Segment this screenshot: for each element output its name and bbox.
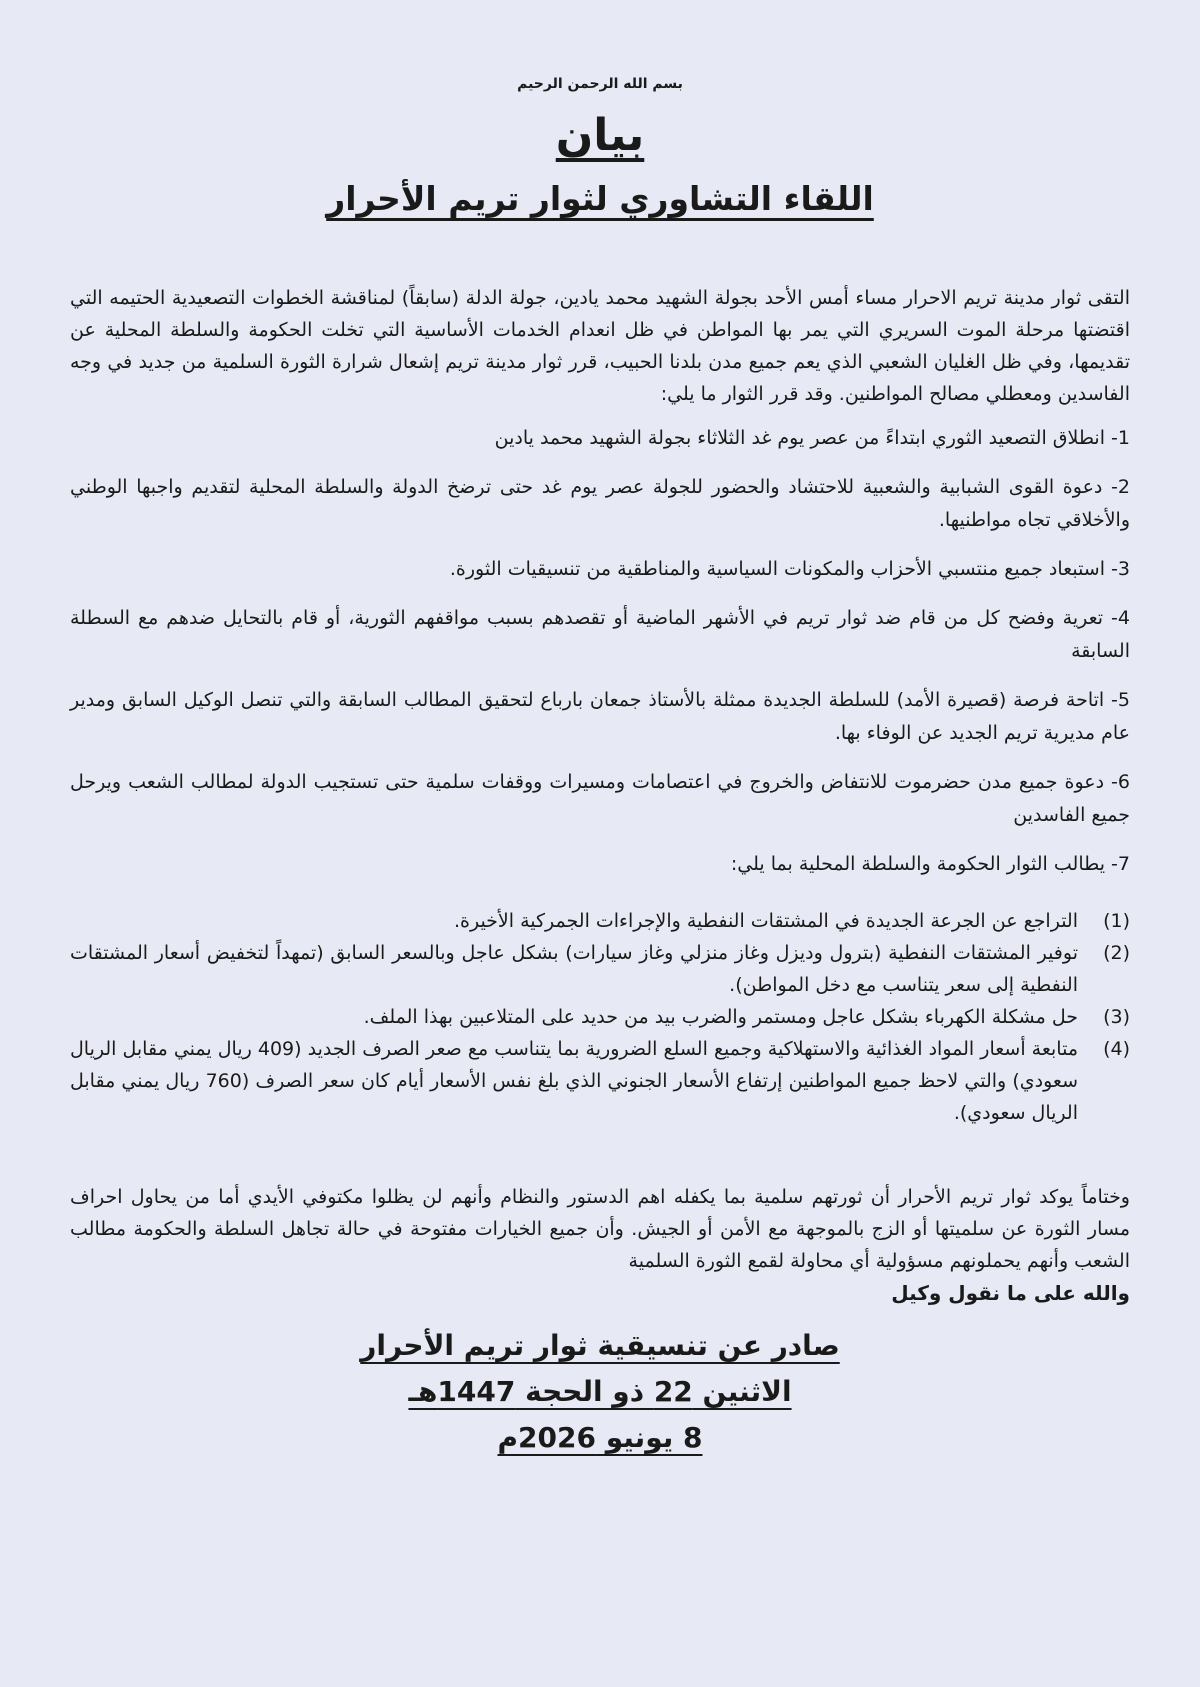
document-title: بيان xyxy=(555,110,645,161)
point-item xyxy=(70,422,1130,455)
closing-paragraph xyxy=(70,1181,1130,1309)
point-number: 4- xyxy=(1111,607,1130,629)
demands-list xyxy=(70,905,1130,1129)
point-text: اتاحة فرصة (قصيرة الأمد) للسلطة الجديدة ممثلة بالأستاذ جمعان بارباع لتحقيق المطالب السابقة والتي تنصل الوكيل السابق ومدير عام مديرية تريم الجديد عن الوفاء بها. xyxy=(70,689,1130,744)
demand-text: التراجع عن الجرعة الجديدة في المشتقات النفطية والإجراءات الجمركية الأخيرة. xyxy=(453,910,1078,932)
basmala: بسم الله الرحمن الرحيم xyxy=(517,76,683,92)
point-text: دعوة القوى الشبابية والشعبية للاحتشاد والحضور للجولة عصر يوم غد حتى ترضخ الدولة والسلطة المحلية لتقديم واجبها الوطني والأخلاقي تجاه مواطنيها. xyxy=(70,476,1130,531)
point-text: استبعاد جميع منتسبي الأحزاب والمكونات السياسية والمناطقية من تنسيقيات الثورة. xyxy=(449,558,1105,580)
demand-number: (2) xyxy=(1103,942,1130,964)
point-item xyxy=(70,848,1130,881)
point-text: تعرية وفضح كل من قام ضد ثوار تريم في الأشهر الماضية أو تقصدهم بسبب مواقفهم الثورية، أو قام بالتحايل ضدهم مع السطلة السابقة xyxy=(70,607,1130,662)
point-item xyxy=(70,766,1130,832)
point-item xyxy=(70,602,1130,668)
point-text: انطلاق التصعيد الثوري ابتداءً من عصر يوم غد الثلاثاء بجولة الشهيد محمد يادين xyxy=(494,427,1105,449)
point-item xyxy=(70,471,1130,537)
demand-text: توفير المشتقات النفطية (بترول وديزل وغاز منزلي وغاز سيارات) بشكل عاجل وبالسعر السابق (تمهداً لتخفيض أسعار المشتقات النفطية إلى سعر يتناسب مع دخل المواطن). xyxy=(70,942,1078,996)
demand-number: (4) xyxy=(1103,1038,1130,1060)
document-subtitle: اللقاء التشاوري لثوار تريم الأحرار xyxy=(326,179,874,218)
point-text: دعوة جميع مدن حضرموت للانتفاض والخروج في اعتصامات ومسيرات ووقفات سلمية حتى تستجيب الدولة لمطالب الشعب ويرحل جميع الفاسدين xyxy=(70,771,1130,826)
point-number: 2- xyxy=(1111,476,1130,498)
point-number: 3- xyxy=(1111,558,1130,580)
demand-item xyxy=(70,937,1130,1001)
demand-item xyxy=(70,905,1130,937)
demand-item xyxy=(70,1001,1130,1033)
intro-paragraph: التقى ثوار مدينة تريم الاحرار مساء أمس الأحد بجولة الشهيد محمد يادين، جولة الدلة (سابقاً) لمناقشة الخطوات التصعيدية الحتيمه التي اقتضتها مرحلة الموت السريري التي يمر بها المواطن في ظل انعدام الخدمات الأساسية التي تخلت الحكومة والسلطة المحلية عن تقديمها، وفي ظل الغليان الشعبي الذي يعم جميع مدن بلدنا الحبيب، قرر ثوار مدينة تريم إشعال شرارة الثورة السلمية من جديد في وجه الفاسدين ومعطلي مصالح المواطنين. وقد قرر الثوار ما يلي: xyxy=(70,287,1130,405)
demand-number: (3) xyxy=(1103,1006,1130,1028)
point-number: 6- xyxy=(1111,771,1130,793)
point-text: يطالب الثوار الحكومة والسلطة المحلية بما يلي: xyxy=(730,853,1105,875)
demand-text: حل مشكلة الكهرباء بشكل عاجل ومستمر والضرب بيد من حديد على المتلاعبين بهذا الملف. xyxy=(363,1006,1078,1028)
closing-text: وختاماً يوكد ثوار تريم الأحرار أن ثورتهم سلمية بما يكفله اهم الدستور والنظام وأنهم لن يظلوا مكتوفي الأيدي أما من يحاول احراف مسار الثورة عن سلميتها أو الزج بالموجهة مع الأمن أو الجيش. وأن جميع الخيارات مفتوحة في حالة تجاهل السلطة والحكومة مطالب الشعب وأنهم يحملونهم مسؤولية أي محاولة لقمع الثورة السلمية xyxy=(70,1186,1130,1272)
demand-item xyxy=(70,1033,1130,1129)
demand-text: متابعة أسعار المواد الغذائية والاستهلاكية وجميع السلع الضرورية بما يتناسب مع صعر الصرف الجديد (409 ريال يمني مقابل الريال سعودي) والتي لاحظ جميع المواطنين إرتفاع الأسعار الجنوني الذي بلغ نفس الأسعار أيام كان سعر الصرف (760 ريال يمني مقابل الريال سعودي). xyxy=(70,1038,1078,1124)
point-item xyxy=(70,553,1130,586)
gregorian-date: 8 يونيو 2026م xyxy=(497,1421,703,1454)
issuer-signature: صادر عن تنسيقية ثوار تريم الأحرار xyxy=(360,1329,840,1362)
point-number: 7- xyxy=(1111,853,1130,875)
point-item xyxy=(70,684,1130,750)
points-list xyxy=(70,422,1130,881)
hijri-date: الاثنين 22 ذو الحجة 1447هـ xyxy=(408,1375,792,1408)
closing-phrase: والله على ما نقول وكيل xyxy=(891,1281,1130,1305)
point-number: 1- xyxy=(1111,427,1130,449)
demand-number: (1) xyxy=(1103,910,1130,932)
point-number: 5- xyxy=(1111,689,1130,711)
